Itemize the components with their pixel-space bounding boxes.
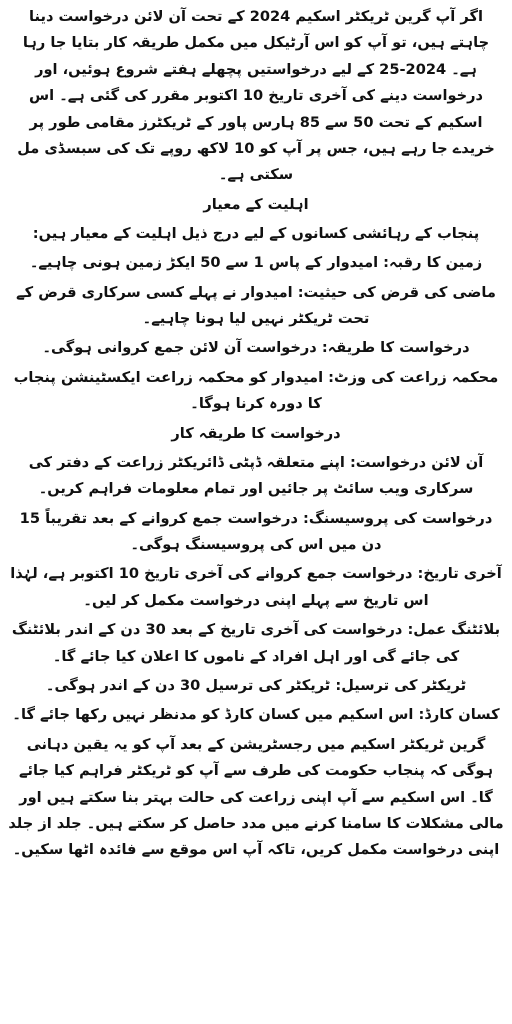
conclusion-paragraph: گرین ٹریکٹر اسکیم میں رجسٹریشن کے بعد آپ کو یہ یقین دہانی ہوگی کہ پنجاب حکومت کی طرف سے آپ کو ٹریکٹر فراہم کیا جائے گا۔ اس اسکیم سے آپ اپنی زراعت کی حالت بہتر بنا سکتے ہیں اور مالی مشکلات کا سامنا کرنے میں مدد حاصل کر سکتے ہیں۔ جلد از جلد اپنی درخواست مکمل کریں، تاکہ آپ اس موقع سے فائدہ اٹھا سکیں۔	[8, 735, 504, 859]
procedure-deadline: آخری تاریخ: درخواست جمع کروانے کی آخری تاریخ 10 اکتوبر ہے، لہٰذا اس تاریخ سے پہلے اپنی درخواست مکمل کر لیں۔	[10, 565, 502, 609]
eligibility-heading: اہلیت کے معیار	[203, 195, 309, 213]
intro-paragraph: اگر آپ گرین ٹریکٹر اسکیم 2024 کے تحت آن لائن درخواست دینا چاہتے ہیں، تو آپ کو اس آرٹیکل میں مکمل طریقہ کار بتایا جا رہا ہے۔ 2024-25 کے لیے درخواستیں پچھلے ہفتے شروع ہوئیں، اور درخواست دینے کی آخری تاریخ 10 اکتوبر مقرر کی گئی ہے۔ اس اسکیم کے تحت 50 سے 85 ہارس پاور کے ٹریکٹرز مقامی طور پر خریدے جا رہے ہیں، جس پر آپ کو 10 لاکھ روپے تک کی سبسڈی مل سکتی ہے۔	[17, 8, 495, 184]
eligibility-intro: پنجاب کے رہائشی کسانوں کے لیے درج ذیل اہلیت کے معیار ہیں:	[32, 224, 480, 242]
eligibility-loan-status: ماضی کی قرض کی حیثیت: امیدوار نے پہلے کسی سرکاری قرض کے تحت ٹریکٹر نہیں لیا ہونا چاہیے۔	[16, 283, 496, 328]
eligibility-department-visit: محکمہ زراعت کی وزٹ: امیدوار کو محکمہ زراعت ایکسٹینشن پنجاب کا دورہ کرنا ہوگا۔	[13, 368, 499, 413]
procedure-kisan-card: کسان کارڈ: اس اسکیم میں کسان کارڈ کو مدنظر نہیں رکھا جائے گا۔	[12, 706, 500, 724]
procedure-balloting: بلائٹنگ عمل: درخواست کی آخری تاریخ کے بعد 30 دن کے اندر بلائٹنگ کی جائے گی اور اہل افراد کے ناموں کا اعلان کیا جائے گا۔	[11, 621, 501, 665]
procedure-online-application: آن لائن درخواست: اپنے متعلقہ ڈپٹی ڈائریکٹر زراعت کے دفتر کی سرکاری ویب سائٹ پر جائیں اور تمام معلومات فراہم کریں۔	[28, 453, 484, 498]
procedure-tractor-delivery: ٹریکٹر کی ترسیل: ٹریکٹر کی ترسیل 30 دن کے اندر ہوگی۔	[45, 676, 467, 694]
eligibility-land-area: زمین کا رقبہ: امیدوار کے پاس 1 سے 50 ایکڑ زمین ہونی چاہیے۔	[29, 254, 483, 272]
procedure-heading: درخواست کا طریقہ کار	[171, 424, 341, 442]
procedure-processing: درخواست کی پروسیسنگ: درخواست جمع کروانے کے بعد تقریباً 15 دن میں اس کی پروسیسنگ ہوگی۔	[19, 509, 493, 553]
eligibility-application-method: درخواست کا طریقہ: درخواست آن لائن جمع کروانی ہوگی۔	[42, 339, 470, 357]
